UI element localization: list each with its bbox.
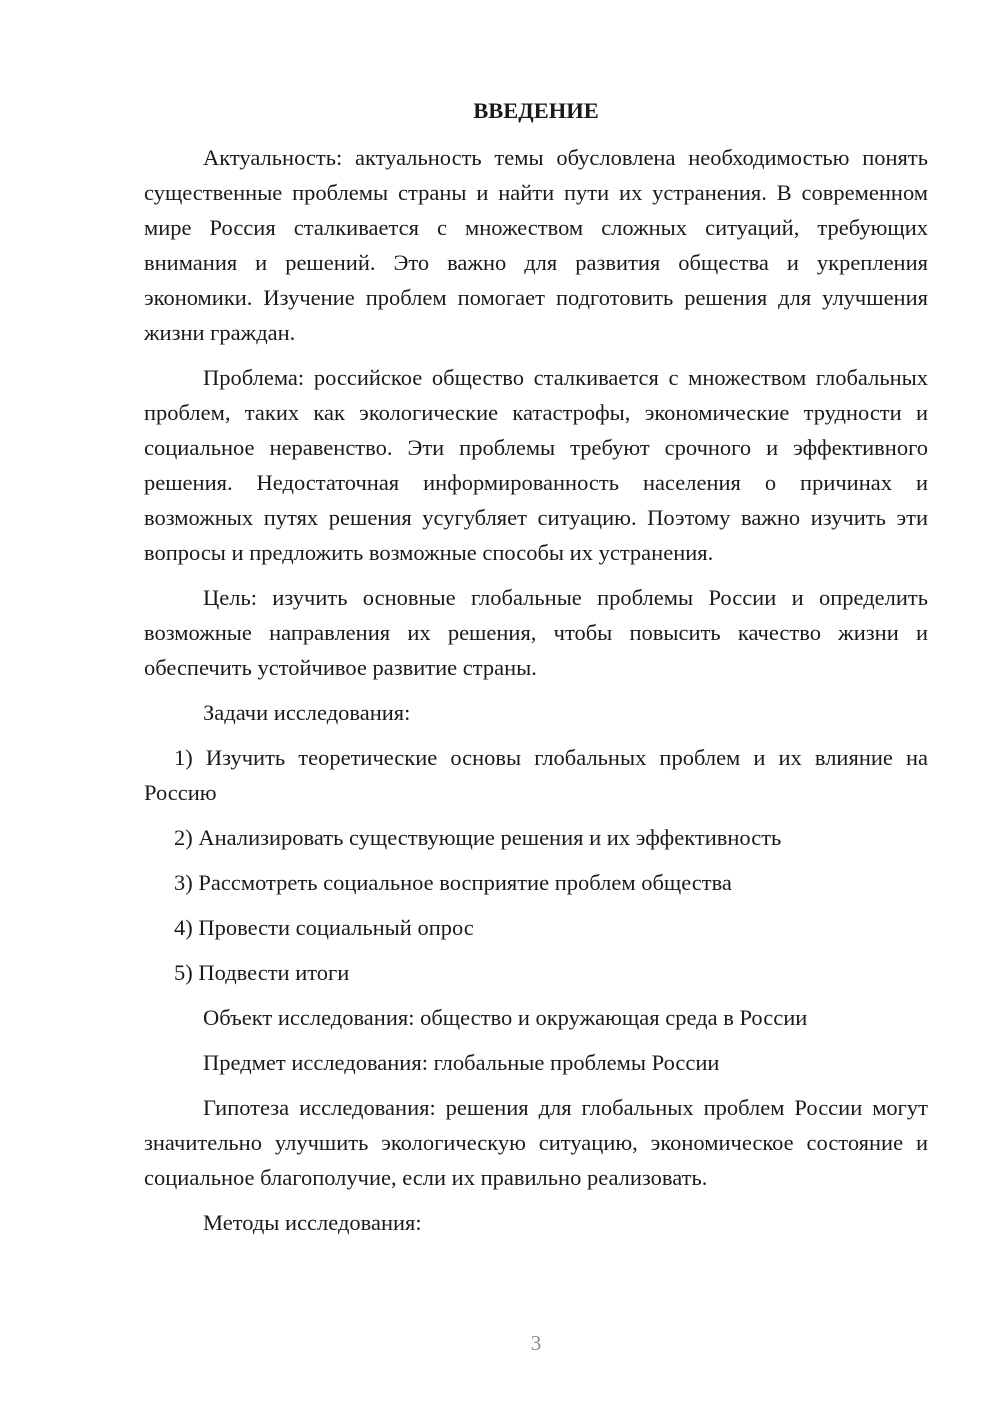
- paragraph-problem: Проблема: российское общество сталкивается с множеством глобальных проблем, таких как экологические катастрофы, экономические трудности и социальное неравенство. Эти проблемы требуют срочного и эффективного решения. Недостаточная информированность населения о причинах и возможных путях решения усугубляет ситуацию. Поэтому важно изучить эти вопросы и предложить возможные способы их устранения.: [144, 365, 928, 565]
- methods-title: Методы исследования:: [203, 1210, 422, 1235]
- task-item-3: 3) Рассмотреть социальное восприятие проблем общества: [174, 870, 732, 895]
- task-item-1: 1) Изучить теоретические основы глобальных проблем и их влияние на Россию: [144, 745, 928, 805]
- paragraph-object: Объект исследования: общество и окружающая среда в России: [203, 1005, 808, 1030]
- paragraph-relevance: Актуальность: актуальность темы обусловлена необходимостью понять существенные проблемы страны и найти пути их устранения. В современном мире Россия сталкивается с множеством сложных ситуаций, требующих внимания и решений. Это важно для развития общества и укрепления экономики. Изучение проблем помогает подготовить решения для улучшения жизни граждан.: [144, 145, 928, 345]
- task-item-5: 5) Подвести итоги: [174, 960, 350, 985]
- paragraph-subject: Предмет исследования: глобальные проблемы России: [203, 1050, 720, 1075]
- section-heading: ВВЕДЕНИЕ: [473, 98, 599, 123]
- paragraph-goal: Цель: изучить основные глобальные проблемы России и определить возможные направления их решения, чтобы повысить качество жизни и обеспечить устойчивое развитие страны.: [144, 585, 928, 680]
- paragraph-hypothesis: Гипотеза исследования: решения для глобальных проблем России могут значительно улучшить экологическую ситуацию, экономическое состояние и социальное благополучие, если их правильно реализовать.: [144, 1095, 928, 1190]
- tasks-title: Задачи исследования:: [203, 700, 411, 725]
- task-item-4: 4) Провести социальный опрос: [174, 915, 474, 940]
- page-number: 3: [530, 1331, 542, 1355]
- document-body: [144, 93, 928, 1250]
- task-item-2: 2) Анализировать существующие решения и их эффективность: [174, 825, 782, 850]
